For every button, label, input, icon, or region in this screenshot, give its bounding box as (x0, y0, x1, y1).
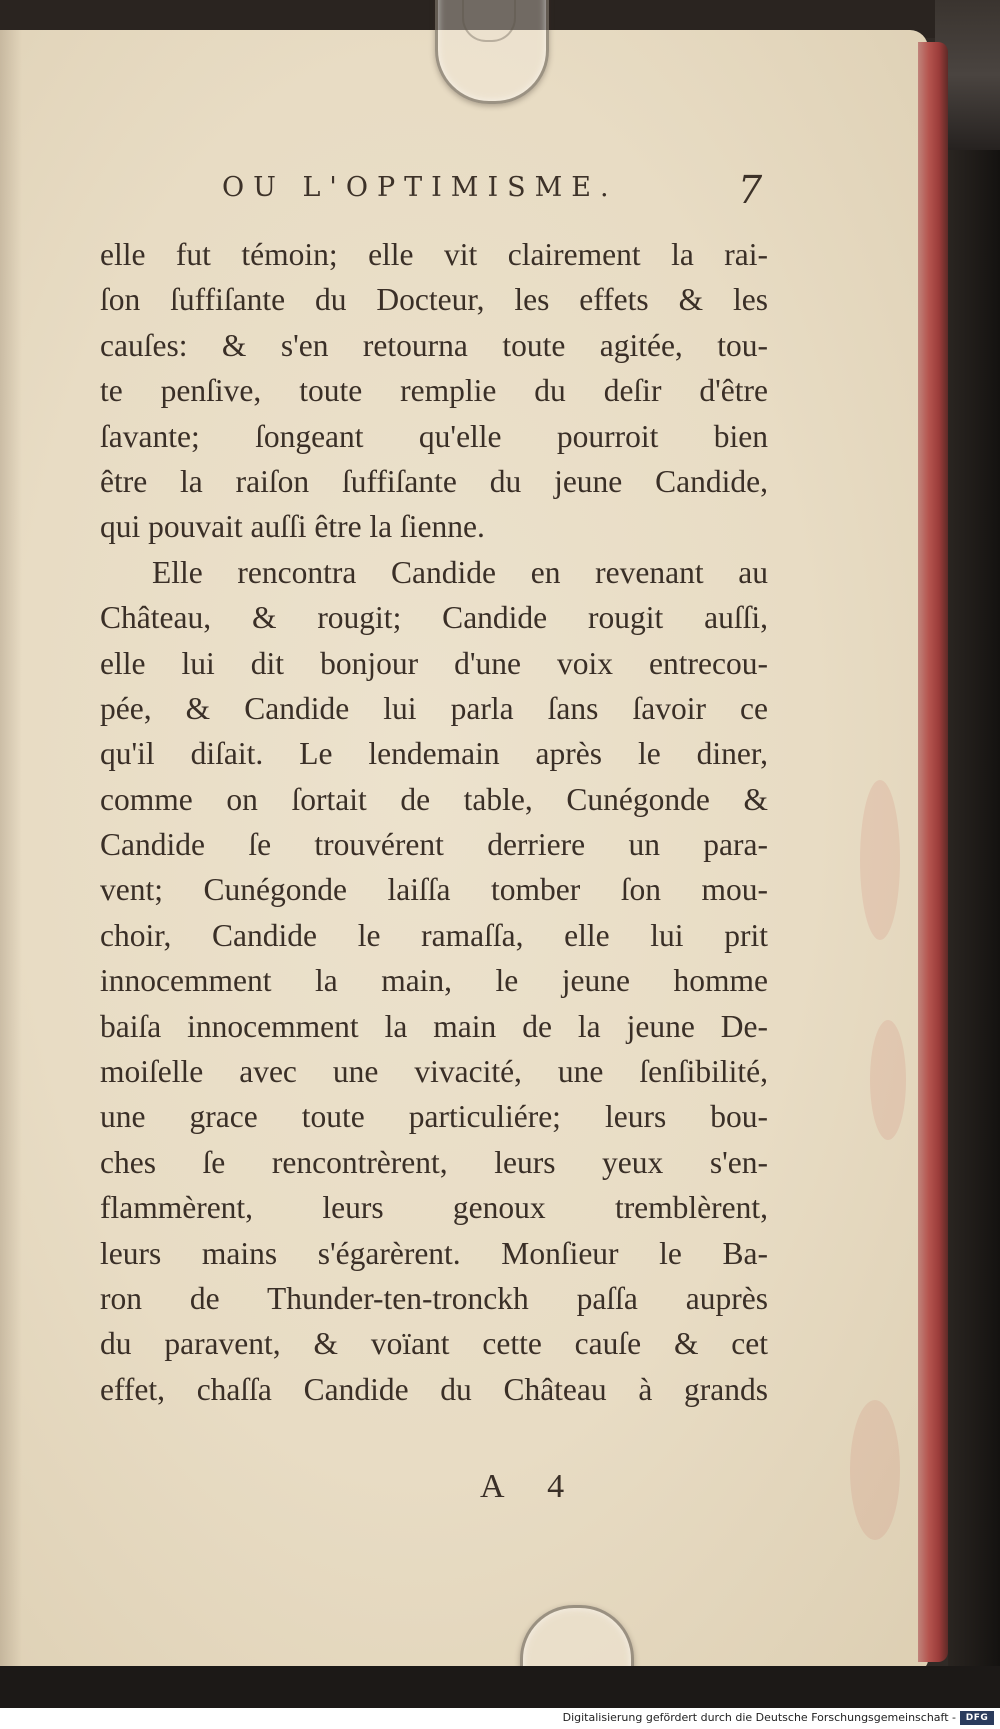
text-line: ſon ſuffiſante du Docteur, les effets & les (100, 282, 768, 318)
text-line: ches ſe rencontrèrent, leurs yeux s'en- (100, 1144, 768, 1180)
text-line: choir, Candide le ramaſſa, elle lui prit (100, 917, 768, 953)
text-line: cauſes: & s'en retourna toute agitée, tou- (100, 327, 768, 363)
text-line: innocemment la main, le jeune homme (100, 963, 768, 999)
text-line: ron de Thunder-ten-tronckh paſſa auprès (100, 1280, 768, 1316)
text-line: effet, chaſſa Candide du Château à grands (100, 1371, 768, 1407)
glass-clip-top-inner (462, 0, 516, 42)
scanner-background-bottom (0, 1666, 1000, 1708)
text-line: être la raiſon ſuffiſante du jeune Candide, (100, 463, 768, 499)
page-gutter-shadow (0, 30, 22, 1670)
text-line: baiſa innocemment la main de la jeune De- (100, 1008, 768, 1044)
text-line: leurs mains s'égarèrent. Monſieur le Ba- (100, 1235, 768, 1271)
text-line: elle fut témoin; elle vit clairement la rai- (100, 237, 768, 272)
dfg-logo: DFG (960, 1711, 994, 1725)
text-line: comme on ſortait de table, Cunégonde & (100, 781, 768, 817)
text-line: Elle rencontra Candide en revenant au (152, 554, 768, 590)
text-line: flammèrent, leurs genoux tremblèrent, (100, 1190, 768, 1226)
margin-stain (860, 780, 900, 940)
text-line: Candide ſe trouvérent derriere un para- (100, 827, 768, 863)
text-line: elle lui dit bonjour d'une voix entrecou- (100, 645, 768, 681)
text-line: pée, & Candide lui parla ſans ſavoir ce (100, 690, 768, 726)
red-page-edge (918, 42, 948, 1662)
text-line: te penſive, toute remplie du deſir d'être (100, 373, 768, 409)
margin-stain (850, 1400, 900, 1540)
book-edge-dark (948, 0, 1000, 1729)
text-line: qu'il diſait. Le lendemain après le diner, (100, 736, 768, 772)
text-line: une grace toute particuliére; leurs bou- (100, 1099, 768, 1135)
margin-stain (870, 1020, 906, 1140)
page-number: 7 (738, 168, 763, 212)
text-line: vent; Cunégonde laiſſa tomber ſon mou- (100, 872, 768, 908)
text-line: moiſelle avec une vivacité, une ſenſibilité, (100, 1054, 768, 1090)
text-line: du paravent, & voïant cette cauſe & cet (100, 1326, 768, 1362)
body-text (100, 232, 768, 1412)
running-head: OU L'OPTIMISME. (222, 172, 618, 203)
footer-credit: Digitalisierung gefördert durch die Deutsche Forschungsgemeinschaft - (562, 1711, 956, 1724)
text-line: Château, & rougit; Candide rougit auſſi, (100, 600, 768, 636)
text-line: qui pouvait auſſi être la ſienne. (100, 509, 485, 545)
text-line: ſavante; ſongeant qu'elle pourroit bien (100, 418, 768, 454)
signature-mark: A 4 (480, 1468, 583, 1505)
